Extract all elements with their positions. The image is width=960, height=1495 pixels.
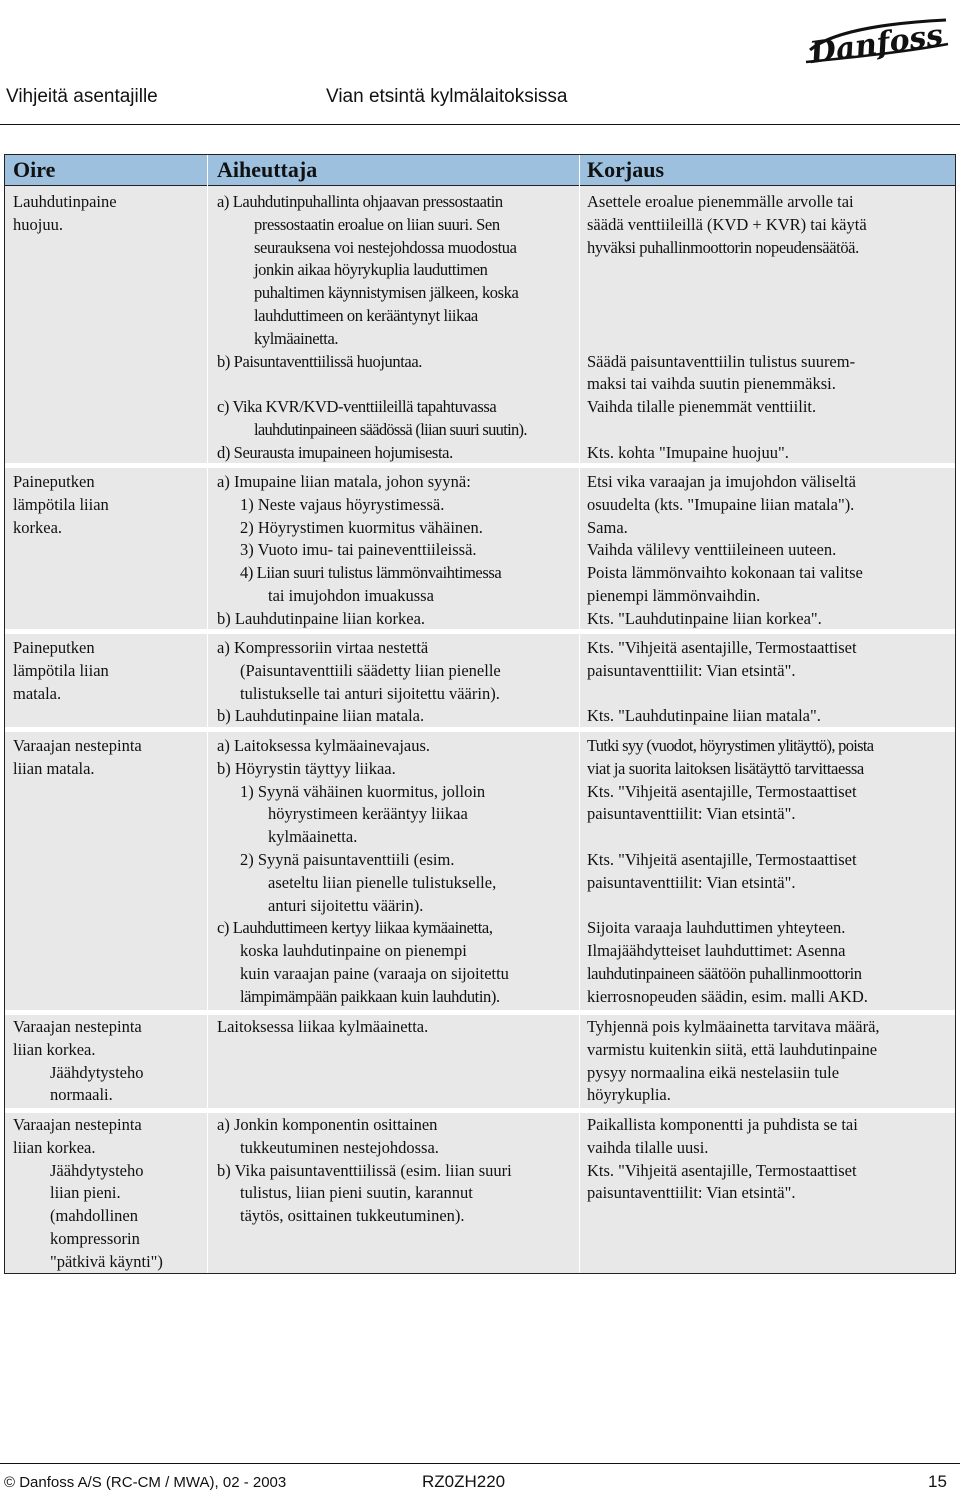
table-row-3-oire	[13, 637, 201, 705]
fix-line: vaihda tilalle uusi.	[587, 1137, 709, 1157]
fix-line: paisuntaventtiilit: Vian etsintä".	[587, 804, 796, 824]
fix-line: Vaihda välilevy venttiileineen uuteen.	[587, 540, 837, 560]
table-row-2-korjaus	[587, 471, 953, 631]
fix-line: pienempi lämmönvaihdin.	[587, 585, 761, 605]
cause-line: koska lauhdutinpaine on pienempi	[240, 941, 467, 961]
fix-line: Kts. "Vihjeitä asentajille, Termostaattiset	[587, 781, 857, 801]
cause-line: 2) Syynä paisuntaventtiili (esim.	[240, 849, 455, 869]
row-divider	[5, 1108, 955, 1113]
copyright: © Danfoss A/S (RC-CM / MWA), 02 - 2003	[4, 1474, 287, 1491]
column-divider	[207, 155, 208, 1273]
cause-line: 2) Höyrystimen kuormitus vähäinen.	[240, 517, 483, 537]
oire-line: "pätkivä käynti")	[50, 1251, 163, 1271]
page-title: Vian etsintä kylmälaitoksissa	[326, 86, 568, 107]
fix-line: paisuntaventtiilit: Vian etsintä".	[587, 1183, 796, 1203]
oire-line: lämpötila liian	[13, 660, 109, 680]
fix-line: Säädä paisuntaventtiilin tulistus suurem-	[587, 351, 856, 371]
table-row-2-oire	[13, 471, 201, 539]
cause-line: tulistus, liian pieni suutin, karannut	[240, 1183, 473, 1203]
fix-line: viat ja suorita laitoksen lisätäyttö tarvittaessa	[587, 758, 864, 778]
fix-line: hyväksi puhallinmoottorin nopeudensäätöä.	[587, 237, 859, 257]
fix-line: Tutki syy (vuodot, höyrystimen ylitäyttö), poista	[587, 736, 874, 755]
fix-line: Vaihda tilalle pienemmät venttiilit.	[587, 397, 817, 417]
fix-line: Kts. "Vihjeitä asentajille, Termostaattiset	[587, 638, 857, 657]
page-number: 15	[928, 1472, 947, 1491]
fix-line: paisuntaventtiilit: Vian etsintä".	[587, 872, 796, 892]
fix-line: Sijoita varaaja lauhduttimen yhteyteen.	[587, 918, 846, 938]
cause-line: pressostaatin eroalue on liian suuri. Sen	[254, 214, 500, 234]
table-row-2-aiheuttaja	[217, 471, 577, 631]
fix-line: maksi tai vaihda suutin pienemmäksi.	[587, 374, 836, 394]
oire-line: normaali.	[50, 1085, 113, 1105]
cause-line: tulistukselle tai anturi sijoitettu väärin).	[240, 683, 500, 703]
cause-line: jonkin aikaa höyrykuplia lauduttimen	[254, 260, 488, 280]
header-aiheuttaja: Aiheuttaja	[217, 157, 318, 182]
cause-line: b) Paisuntaventtiilissä huojuntaa.	[217, 351, 422, 371]
cause-line: c) Vika KVR/KVD-venttiileillä tapahtuvassa	[217, 397, 497, 417]
oire-line: Paineputken	[13, 472, 95, 491]
cause-line: kylmäainetta.	[268, 827, 358, 847]
table-row-1-korjaus	[587, 191, 953, 465]
cause-line: b) Vika paisuntaventtiilissä (esim. liian suuri	[217, 1160, 512, 1180]
cause-line: (Paisuntaventtiili säädetty liian pienelle	[240, 660, 501, 680]
oire-line: Varaajan nestepinta	[13, 1115, 142, 1134]
row-divider	[5, 1010, 955, 1015]
cause-line: lämpimämpään paikkaan kuin lauhdutin).	[240, 986, 500, 1006]
oire-line: huojuu.	[13, 214, 63, 234]
cause-line: kylmäainetta.	[254, 328, 339, 348]
table-header	[5, 155, 955, 186]
logo-wordmark: Danfoss	[807, 17, 946, 72]
cause-line: 1) Syynä vähäinen kuormitus, jolloin	[240, 781, 486, 801]
oire-line: Varaajan nestepinta	[13, 1017, 142, 1036]
fix-line: säädä venttiileillä (KVD + KVR) tai käytä	[587, 214, 867, 234]
oire-line: liian matala.	[13, 758, 95, 778]
header-korjaus: Korjaus	[587, 157, 664, 182]
fix-line: Ilmajäähdytteiset lauhduttimet: Asenna	[587, 941, 846, 961]
header-rule	[0, 124, 960, 125]
cause-line: seurauksena voi nestejohdossa muodostua	[254, 237, 517, 257]
danfoss-logo	[796, 8, 956, 72]
cause-line: b) Lauhdutinpaine liian matala.	[217, 706, 425, 726]
cause-line: lauhduttimeen on kerääntynyt liikaa	[254, 305, 478, 325]
section-title: Vihjeitä asentajille	[6, 86, 158, 107]
table-row-1-aiheuttaja	[217, 191, 577, 465]
oire-line: Jäähdytysteho	[50, 1062, 144, 1082]
cause-line: 1) Neste vajaus höyrystimessä.	[240, 494, 445, 514]
oire-line: liian korkea.	[13, 1039, 96, 1059]
cause-line: aseteltu liian pienelle tulistukselle,	[268, 872, 497, 892]
fix-line: Kts. "Lauhdutinpaine liian korkea".	[587, 608, 822, 628]
oire-line: liian korkea.	[13, 1137, 96, 1157]
oire-line: Varaajan nestepinta	[13, 736, 142, 755]
cause-line: tai imujohdon imuakussa	[268, 585, 434, 605]
cause-line: 3) Vuoto imu- tai paineventtiileissä.	[240, 540, 477, 560]
fix-line: paisuntaventtiilit: Vian etsintä".	[587, 660, 796, 680]
cause-line: a) Kompressoriin virtaa nestettä	[217, 638, 429, 657]
table-row-1-oire	[13, 191, 201, 237]
cause-line: kuin varaajan paine (varaaja on sijoitettu	[240, 963, 509, 983]
fix-line: Kts. kohta "Imupaine huojuu".	[587, 442, 789, 462]
cause-line: 4) Liian suuri tulistus lämmönvaihtimessa	[240, 563, 502, 583]
cause-line: a) Imupaine liian matala, johon syynä:	[217, 472, 471, 491]
fix-line: Etsi vika varaajan ja imujohdon väliseltä	[587, 472, 856, 491]
oire-line: lämpötila liian	[13, 494, 109, 514]
fix-line: varmistu kuitenkin siitä, että lauhdutinpaine	[587, 1039, 878, 1059]
fix-line: pysyy normaalina eikä nestelasiin tule	[587, 1062, 840, 1082]
oire-line: matala.	[13, 683, 62, 703]
cause-line: puhaltimen käynnistymisen jälkeen, koska	[254, 283, 519, 303]
table-row-4-aiheuttaja	[217, 735, 577, 1009]
fix-line: höyrykuplia.	[587, 1085, 671, 1105]
table-row-6-aiheuttaja	[217, 1114, 577, 1228]
cause-line: höyrystimeen kerääntyy liikaa	[268, 804, 468, 824]
cause-line: c) Lauhduttimeen kertyy liikaa kymäainetta,	[217, 918, 493, 938]
fix-line: Tyhjennä pois kylmäainetta tarvitava määrä,	[587, 1017, 880, 1036]
fix-line: osuudelta (kts. "Imupaine liian matala").	[587, 494, 855, 514]
column-divider	[579, 155, 580, 1273]
oire-line: kompressorin	[50, 1228, 140, 1248]
oire-line: Lauhdutinpaine	[13, 192, 117, 211]
fix-line: Poista lämmönvaihto kokonaan tai valitse	[587, 563, 863, 583]
header-oire: Oire	[13, 157, 56, 182]
cause-line: lauhdutinpaineen säädössä (liian suuri suutin).	[254, 419, 527, 439]
table-row-5-oire	[13, 1016, 201, 1107]
fix-line: Sama.	[587, 517, 628, 537]
fix-line: kierrosnopeuden säädin, esim. malli AKD.	[587, 986, 868, 1006]
cause-line: a) Laitoksessa kylmäainevajaus.	[217, 736, 431, 755]
fix-line: Asettele eroalue pienemmälle arvolle tai	[587, 192, 854, 211]
table-row-3-korjaus	[587, 637, 953, 728]
cause-line: a) Lauhdutinpuhallinta ohjaavan pressostaatin	[217, 192, 503, 211]
cause-line: d) Seurausta imupaineen hojumisesta.	[217, 442, 453, 462]
cause-line: tukkeutuminen nestejohdossa.	[240, 1137, 439, 1157]
cause-line: a) Jonkin komponentin osittainen	[217, 1115, 438, 1134]
cause-line: b) Höyrystin täyttyy liikaa.	[217, 758, 396, 778]
troubleshooting-table	[4, 154, 956, 1274]
cause-line: b) Lauhdutinpaine liian korkea.	[217, 608, 426, 628]
table-row-6-korjaus	[587, 1114, 953, 1205]
oire-line: liian pieni.	[50, 1183, 121, 1203]
table-row-6-oire	[13, 1114, 201, 1274]
fix-line: Paikallista komponentti ja puhdista se tai	[587, 1115, 858, 1134]
cause-line: Laitoksessa liikaa kylmäainetta.	[217, 1017, 429, 1036]
footer-rule	[0, 1463, 960, 1464]
cause-line: täytös, osittainen tukkeutuminen).	[240, 1206, 465, 1226]
table-row-4-oire	[13, 735, 201, 781]
fix-line: Kts. "Vihjeitä asentajille, Termostaattiset	[587, 1160, 857, 1180]
oire-line: korkea.	[13, 517, 63, 537]
table-row-5-korjaus	[587, 1016, 953, 1107]
oire-line: Jäähdytysteho	[50, 1160, 144, 1180]
fix-line: lauhdutinpaineen säätöön puhallinmoottorin	[587, 963, 862, 983]
oire-line: (mahdollinen	[50, 1206, 138, 1226]
fix-line: Kts. "Vihjeitä asentajille, Termostaattiset	[587, 849, 857, 869]
table-row-3-aiheuttaja	[217, 637, 577, 728]
cause-line: anturi sijoitettu väärin).	[268, 895, 424, 915]
oire-line: Paineputken	[13, 638, 95, 657]
document-code: RZ0ZH220	[422, 1472, 506, 1491]
fix-line: Kts. "Lauhdutinpaine liian matala".	[587, 706, 821, 726]
table-row-4-korjaus	[587, 735, 953, 1009]
table-row-5-aiheuttaja	[217, 1016, 577, 1039]
